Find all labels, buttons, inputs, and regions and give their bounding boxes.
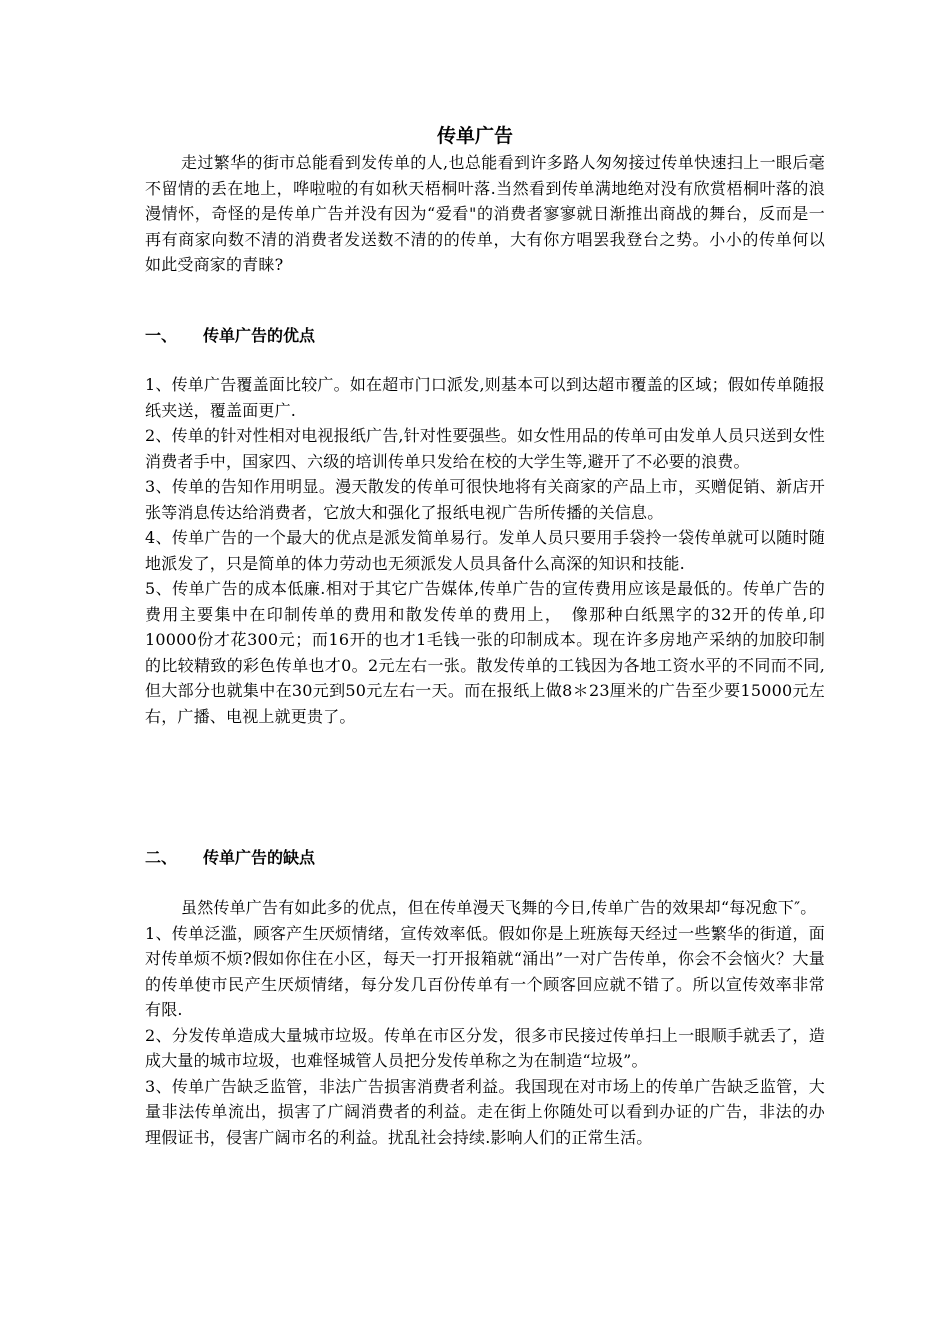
list-item: 4、传单广告的一个最大的优点是派发简单易行。发单人员只要用手袋拎一袋传单就可以随时随地派发了，只是简单的体力劳动也无须派发人员具备什么高深的知识和技能. <box>145 528 825 573</box>
section-2-title: 传单广告的缺点 <box>203 848 316 867</box>
section-1-title: 传单广告的优点 <box>203 326 316 345</box>
list-item: 2、传单的针对性相对电视报纸广告,针对性要强些。如女性用品的传单可由发单人员只送到女性消费者手中，国家四、六级的培训传单只发给在校的大学生等,避开了不必要的浪费。 <box>145 426 825 471</box>
list-item: 3、传单的告知作用明显。漫天散发的传单可很快地将有关商家的产品上市，买赠促销、新店开张等消息传达给消费者，它放大和强化了报纸电视广告所传播的关信息。 <box>145 477 825 522</box>
section-2-number: 二、 <box>145 848 178 867</box>
section-1-list <box>145 372 825 729</box>
document-title: 传单广告 <box>436 125 513 147</box>
section-2-intro: 虽然传单广告有如此多的优点，但在传单漫天飞舞的今日,传单广告的效果却“每况愈下″。 <box>181 898 817 917</box>
list-item: 2、分发传单造成大量城市垃圾。传单在市区分发，很多市民接过传单扫上一眼顺手就丢了，造成大量的城市垃圾，也难怪城管人员把分发传单称之为在制造“垃圾”。 <box>145 1025 825 1070</box>
intro-paragraph <box>145 150 825 278</box>
intro-text: 走过繁华的街市总能看到发传单的人,也总能看到许多路人匆匆接过传单快速扫上一眼后毫不留情的丢在地上，哗啦啦的有如秋天梧桐叶落.当然看到传单满地绝对没有欣赏梧桐叶落的浪漫情怀，奇怪的是传单广告并没有因为“爱看"的消费者寥寥就日渐推出商战的舞台，反而是一再有商家向数不清的消费者发送数不清的的传单，大有你方唱罢我登台之势。小小的传单何以如此受商家的青睐? <box>145 153 825 274</box>
section-2-heading <box>145 845 825 871</box>
section-1-heading <box>145 323 825 349</box>
list-item: 3、传单广告缺乏监管，非法广告损害消费者利益。我国现在对市场上的传单广告缺乏监管，大量非法传单流出，损害了广阔消费者的利益。走在街上你随处可以看到办证的广告，非法的办理假证书，侵害广阔市名的利益。扰乱社会持续.影响人们的正常生活。 <box>145 1076 825 1147</box>
list-item: 5、传单广告的成本低廉.相对于其它广告媒体,传单广告的宣传费用应该是最低的。传单广告的费用主要集中在印制传单的费用和散发传单的费用上， 像那种白纸黑字的32开的传单,印10000份才花300元；而16开的也才1毛钱一张的印制成本。现在许多房地产采纳的加胶印制的比较精致的彩色传单也才0。2元左右一张。散发传单的工钱因为各地工资水平的不同而不同,但大部分也就集中在30元到50元左右一天。而在报纸上做8＊23厘米的广告至少要15000元左右，广播、电视上就更贵了。 <box>145 579 825 726</box>
section-2-body <box>145 895 825 1150</box>
list-item: 1、传单泛滥，顾客产生厌烦情绪，宣传效率低。假如你是上班族每天经过一些繁华的街道，面对传单烦不烦?假如你住在小区，每天一打开报箱就“涌出”一对广告传单，你会不会恼火？大量的传单使市民产生厌烦情绪，每分发几百份传单有一个顾客回应就不错了。所以宣传效率非常有限. <box>145 923 825 1019</box>
section-1-number: 一、 <box>145 326 178 345</box>
list-item: 1、传单广告覆盖面比较广。如在超市门口派发,则基本可以到达超市覆盖的区域；假如传单随报纸夹送，覆盖面更广. <box>145 375 825 420</box>
